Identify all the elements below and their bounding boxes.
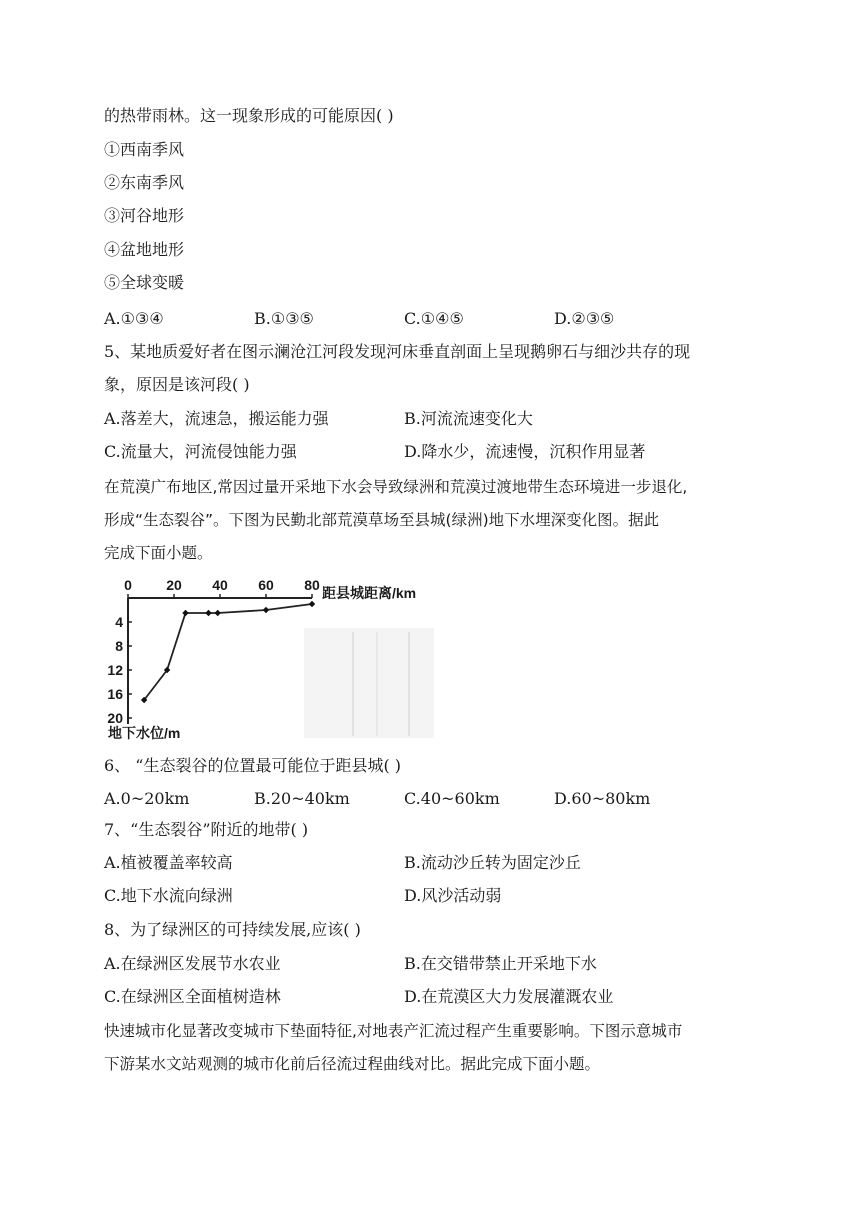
y-tick-label: 12 — [107, 662, 123, 678]
answer-option-c: C.①④⑤ — [404, 309, 464, 328]
x-tick-label: 20 — [166, 577, 182, 593]
question-text: 的热带雨林。这一现象形成的可能原因( ) — [104, 106, 394, 125]
answer-option-b: B.在交错带禁止开采地下水 — [404, 954, 597, 973]
y-tick-label: 16 — [107, 686, 123, 702]
option-item: ⑤全球变暖 — [104, 273, 185, 292]
answer-option-a: A.0~20km — [104, 789, 190, 808]
answer-option-b: B.20~40km — [254, 789, 350, 808]
answer-option-d: D.风沙活动弱 — [404, 886, 502, 905]
answer-option-c: C.在绿洲区全面植树造林 — [104, 987, 281, 1006]
x-axis-title: 距县城距离/km — [322, 585, 417, 601]
chart-plot-area — [107, 577, 434, 741]
option-item: ①西南季风 — [104, 140, 185, 159]
y-tick-label: 4 — [115, 614, 123, 630]
data-point — [263, 607, 269, 613]
answer-option-d: D.60~80km — [554, 789, 651, 808]
chart-background-shade — [376, 632, 378, 736]
groundwater-depth-chart — [104, 576, 434, 744]
question-text: 5、某地质爱好者在图示澜沧江河段发现河床垂直剖面上呈现鹅卵石与细沙共存的现 — [104, 342, 691, 361]
data-point — [309, 601, 315, 607]
question-text: 象，原因是该河段( ) — [104, 375, 250, 394]
question-text: 7、“生态裂谷”附近的地带( ) — [104, 820, 309, 839]
passage-text: 下游某水文站观测的城市化前后径流过程曲线对比。据此完成下面小题。 — [104, 1055, 601, 1073]
y-tick-label: 8 — [115, 638, 123, 654]
answer-option-b: B.①③⑤ — [254, 309, 314, 328]
chart-background-shade — [304, 628, 434, 738]
question-text: 6、 “生态裂谷的位置最可能位于距县城( ) — [104, 756, 402, 775]
y-tick-label: 20 — [107, 710, 123, 726]
answer-option-a: A.在绿洲区发展节水农业 — [104, 954, 281, 973]
question-text: 8、为了绿洲区的可持续发展,应该( ) — [104, 920, 361, 939]
passage-text: 形成“生态裂谷”。下图为民勤北部荒漠草场至县城(绿洲)地下水埋深变化图。据此 — [104, 511, 660, 529]
answer-option-c: C.地下水流向绿洲 — [104, 886, 233, 905]
data-point — [215, 610, 221, 616]
series-line — [144, 604, 312, 700]
answer-option-a: A.①③④ — [104, 309, 164, 328]
answer-option-b: B.流动沙丘转为固定沙丘 — [404, 853, 581, 872]
y-axis-title: 地下水位/m — [108, 725, 181, 741]
x-tick-label: 80 — [304, 577, 320, 593]
x-tick-label: 40 — [212, 577, 228, 593]
answer-option-a: A.落差大，流速急，搬运能力强 — [104, 409, 329, 428]
chart-background-shade — [408, 632, 410, 736]
option-item: ④盆地地形 — [104, 240, 185, 259]
answer-option-a: A.植被覆盖率较高 — [104, 853, 233, 872]
answer-option-d: D.降水少，流速慢，沉积作用显著 — [404, 442, 646, 461]
answer-option-d: D.在荒漠区大力发展灌溉农业 — [404, 987, 614, 1006]
answer-option-d: D.②③⑤ — [554, 309, 615, 328]
data-point — [205, 610, 211, 616]
passage-text: 在荒漠广布地区,常因过量开采地下水会导致绿洲和荒漠过渡地带生态环境进一步退化, — [104, 478, 688, 496]
option-item: ③河谷地形 — [104, 206, 185, 225]
answer-option-c: C.流量大，河流侵蚀能力强 — [104, 442, 297, 461]
chart-background-shade — [352, 632, 354, 736]
passage-text: 快速城市化显著改变城市下垫面特征,对地表产汇流过程产生重要影响。下图示意城市 — [104, 1022, 683, 1040]
data-point — [182, 610, 188, 616]
passage-text: 完成下面小题。 — [104, 544, 213, 562]
answer-option-c: C.40~60km — [404, 789, 500, 808]
x-tick-label: 0 — [124, 577, 132, 593]
answer-option-b: B.河流流速变化大 — [404, 409, 533, 428]
option-item: ②东南季风 — [104, 173, 185, 192]
x-tick-label: 60 — [258, 577, 274, 593]
